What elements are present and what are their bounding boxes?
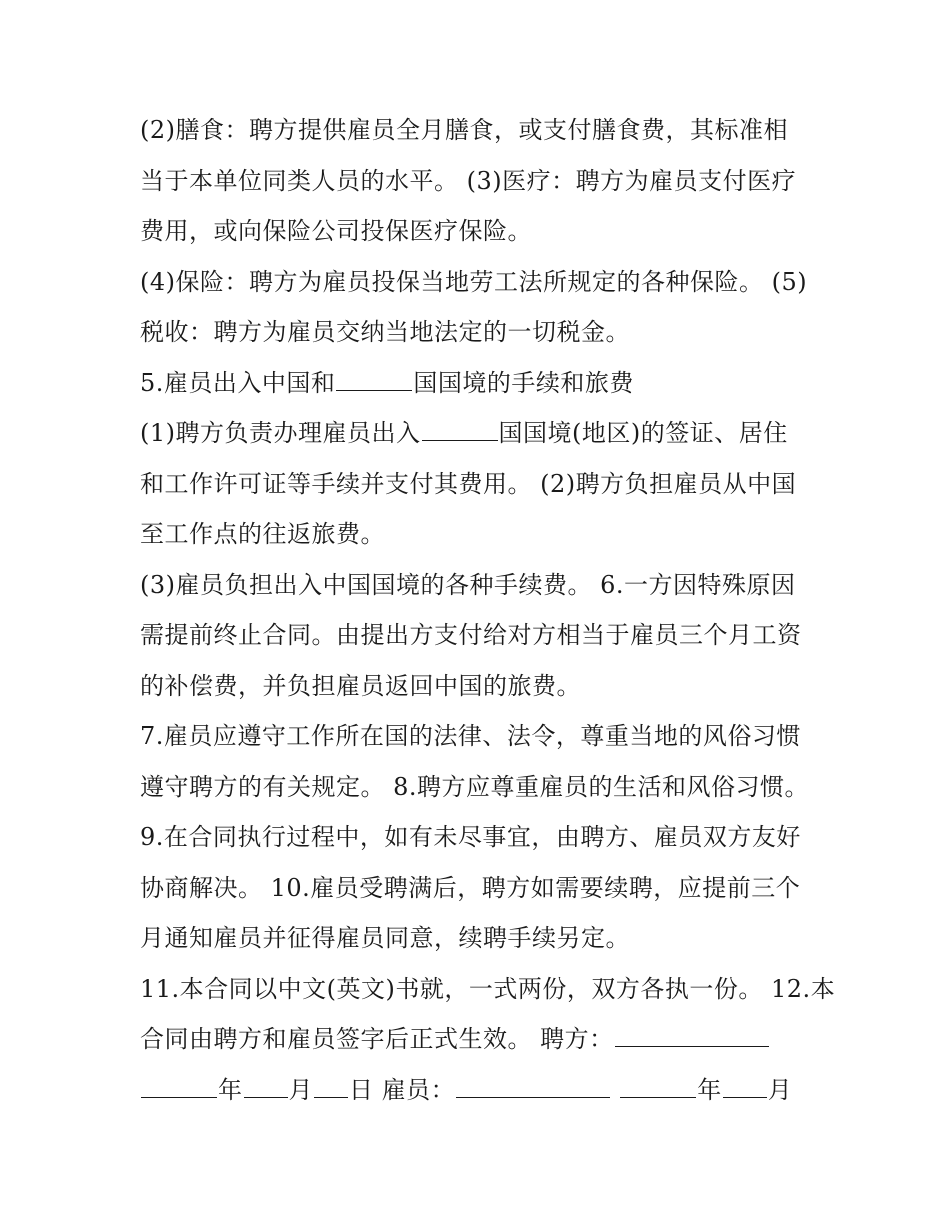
month-label: 月 bbox=[767, 1075, 793, 1104]
month-blank bbox=[244, 1075, 288, 1098]
text-line: 税收：聘方为雇员交纳当地法定的一切税金。 bbox=[140, 318, 630, 346]
item-5-1-prefix: (1)聘方负责办理雇员出入 bbox=[140, 419, 421, 447]
text-line: 至工作点的往返旅费。 bbox=[140, 520, 385, 548]
item-5-1-line bbox=[140, 408, 840, 459]
country-blank bbox=[422, 418, 498, 441]
section-5-prefix: 5.雇员出入中国和 bbox=[140, 368, 336, 397]
text-line: 费用，或向保险公司投保医疗保险。 bbox=[140, 217, 532, 245]
text-line: (2)膳食：聘方提供雇员全月膳食，或支付膳食费，其标准相 bbox=[140, 116, 788, 144]
day-blank bbox=[314, 1075, 348, 1098]
text-line: 需提前终止合同。由提出方支付给对方相当于雇员三个月工资 bbox=[140, 621, 802, 649]
text-line: 7.雇员应遵守工作所在国的法律、法令，尊重当地的风俗习惯 bbox=[140, 722, 801, 750]
text-line: 11.本合同以中文(英文)书就，一式两份，双方各执一份。 12.本 bbox=[140, 974, 836, 1003]
employer-signature-blank bbox=[615, 1024, 769, 1047]
month-blank bbox=[723, 1075, 767, 1098]
year-blank bbox=[141, 1075, 217, 1098]
employee-signature-blank bbox=[456, 1075, 610, 1098]
text-line: 当于本单位同类人员的水平。 (3)医疗：聘方为雇员支付医疗 bbox=[140, 166, 797, 195]
year-blank bbox=[620, 1075, 696, 1098]
text-line: 遵守聘方的有关规定。 8.聘方应尊重雇员的生活和风俗习惯。 bbox=[140, 772, 810, 801]
text-line: 和工作许可证等手续并支付其费用。 (2)聘方负担雇员从中国 bbox=[140, 469, 797, 498]
item-5-1-suffix: 国国境(地区)的签证、居住 bbox=[498, 419, 788, 447]
section-5-suffix: 国国境的手续和旅费 bbox=[413, 368, 634, 397]
signature-line-dates bbox=[140, 1065, 840, 1116]
text-line: 协商解决。 10.雇员受聘满后，聘方如需要续聘，应提前三个 bbox=[140, 873, 801, 902]
year-label: 年 bbox=[218, 1075, 243, 1104]
signature-line-employer bbox=[140, 1014, 840, 1065]
day-label: 日 bbox=[349, 1075, 374, 1104]
text-line: (3)雇员负担出入中国国境的各种手续费。 6.一方因特殊原因 bbox=[140, 570, 796, 599]
month-label: 月 bbox=[288, 1075, 313, 1104]
text-line: 月通知雇员并征得雇员同意，续聘手续另定。 bbox=[140, 924, 630, 952]
text-line: 的补偿费，并负担雇员返回中国的旅费。 bbox=[140, 671, 581, 700]
year-label: 年 bbox=[697, 1075, 722, 1104]
section-5-heading bbox=[140, 358, 840, 409]
country-blank bbox=[336, 368, 412, 391]
text-line: (4)保险：聘方为雇员投保当地劳工法所规定的各种保险。 (5) bbox=[140, 267, 808, 296]
text-line: 9.在合同执行过程中，如有未尽事宜，由聘方、雇员双方友好 bbox=[140, 823, 801, 851]
document-body bbox=[140, 105, 840, 1115]
signature-intro: 合同由聘方和雇员签字后正式生效。 聘方： bbox=[140, 1025, 614, 1053]
employee-label: 雇员： bbox=[373, 1075, 456, 1104]
